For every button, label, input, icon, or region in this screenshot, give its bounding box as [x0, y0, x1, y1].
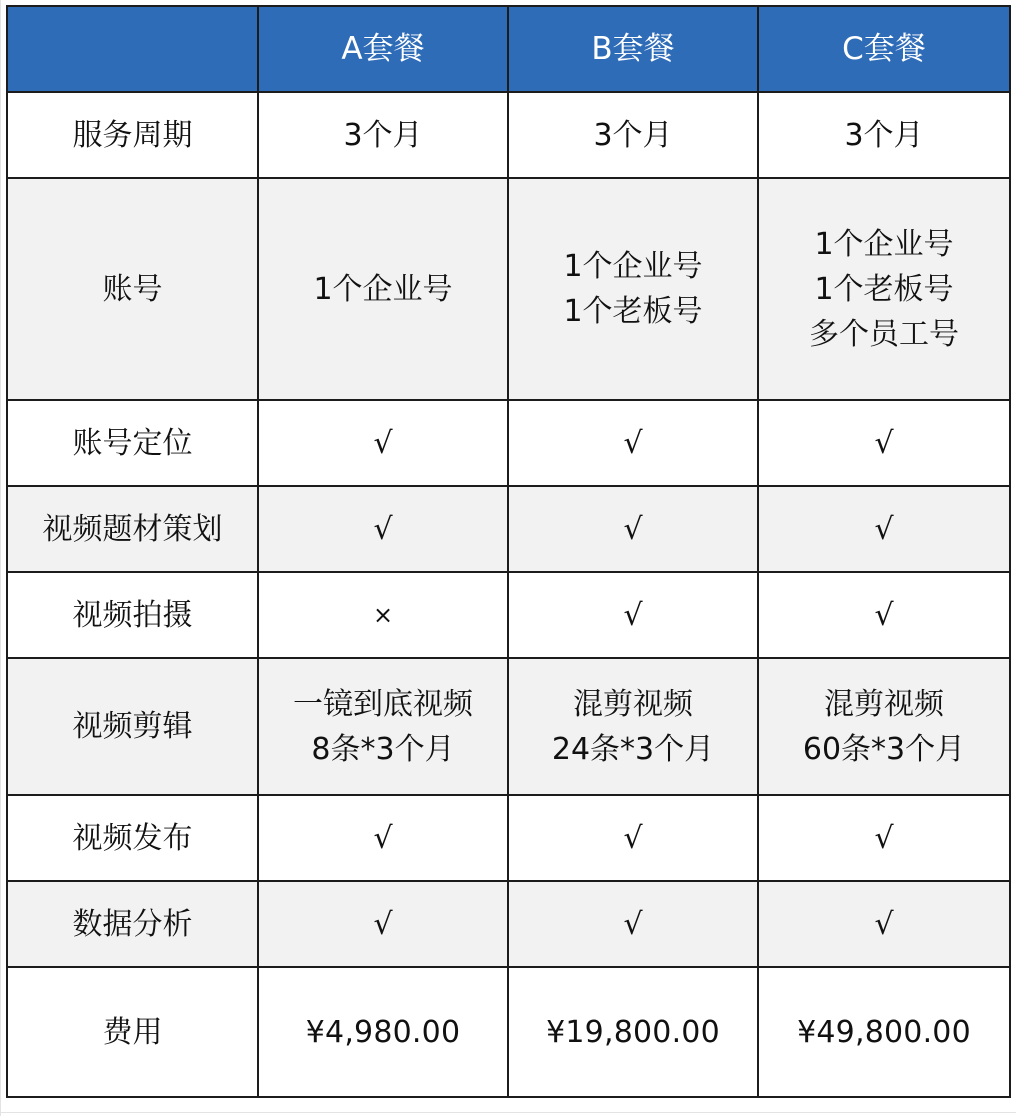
cell-video-shooting-b[interactable]	[508, 572, 758, 658]
price-value: ¥49,800.00	[797, 1014, 971, 1050]
table-row-topic-planning	[7, 486, 1010, 572]
cell-account-positioning-c[interactable]	[758, 400, 1010, 486]
header-plan-a[interactable]: A套餐	[258, 6, 508, 92]
cell-line: 多个员工号	[809, 316, 959, 352]
cell-account-positioning-a[interactable]	[258, 400, 508, 486]
table-row-accounts	[7, 178, 1010, 400]
check-mark-icon: √	[874, 820, 894, 856]
cell-accounts-a[interactable]	[258, 178, 508, 400]
row-label-video-shooting[interactable]: 视频拍摄	[7, 572, 258, 658]
check-mark-icon: √	[373, 511, 393, 547]
cell-video-editing-c[interactable]	[758, 658, 1010, 795]
cell-line: 1个企业号	[313, 271, 453, 307]
sheet-gridline	[0, 1112, 1016, 1113]
check-mark-icon: √	[623, 425, 643, 461]
cell-line: 3个月	[343, 117, 423, 153]
cell-video-shooting-c[interactable]	[758, 572, 1010, 658]
cell-line: 3个月	[844, 117, 924, 153]
check-mark-icon: √	[623, 906, 643, 942]
header-plan-b[interactable]: B套餐	[508, 6, 758, 92]
cell-line: 60条*3个月	[802, 731, 966, 767]
header-corner-cell[interactable]	[7, 6, 258, 92]
check-mark-icon: √	[874, 511, 894, 547]
cross-mark-icon: ×	[372, 600, 394, 629]
cell-service-period-b[interactable]	[508, 92, 758, 178]
cell-video-editing-a[interactable]	[258, 658, 508, 795]
row-label-topic-planning[interactable]: 视频题材策划	[7, 486, 258, 572]
cell-service-period-a[interactable]	[258, 92, 508, 178]
cell-accounts-b[interactable]	[508, 178, 758, 400]
check-mark-icon: √	[373, 820, 393, 856]
cell-fee-b[interactable]	[508, 967, 758, 1097]
row-label-data-analysis[interactable]: 数据分析	[7, 881, 258, 967]
check-mark-icon: √	[623, 511, 643, 547]
check-mark-icon: √	[373, 906, 393, 942]
check-mark-icon: √	[874, 906, 894, 942]
row-label-fee[interactable]: 费用	[7, 967, 258, 1097]
cell-video-editing-b[interactable]	[508, 658, 758, 795]
cell-fee-a[interactable]	[258, 967, 508, 1097]
row-label-accounts[interactable]: 账号	[7, 178, 258, 400]
check-mark-icon: √	[623, 820, 643, 856]
cell-line: 1个老板号	[814, 271, 954, 307]
cell-accounts-c[interactable]	[758, 178, 1010, 400]
table-row-video-shooting	[7, 572, 1010, 658]
cell-service-period-c[interactable]	[758, 92, 1010, 178]
cell-line: 混剪视频	[824, 686, 944, 722]
cell-video-publishing-b[interactable]	[508, 795, 758, 881]
cell-line: 3个月	[593, 117, 673, 153]
cell-topic-planning-b[interactable]	[508, 486, 758, 572]
cell-video-shooting-a[interactable]	[258, 572, 508, 658]
header-row	[7, 6, 1010, 92]
cell-topic-planning-c[interactable]	[758, 486, 1010, 572]
cell-data-analysis-a[interactable]	[258, 881, 508, 967]
table-row-fee	[7, 967, 1010, 1097]
row-label-video-editing[interactable]: 视频剪辑	[7, 658, 258, 795]
row-label-video-publishing[interactable]: 视频发布	[7, 795, 258, 881]
table-row-account-positioning	[7, 400, 1010, 486]
cell-line: 1个企业号	[563, 249, 703, 284]
row-label-service-period[interactable]: 服务周期	[7, 92, 258, 178]
price-value: ¥19,800.00	[546, 1014, 720, 1050]
package-comparison-table	[6, 5, 1011, 1098]
check-mark-icon: √	[874, 425, 894, 461]
check-mark-icon: √	[623, 597, 643, 633]
price-value: ¥4,980.00	[305, 1014, 461, 1050]
header-plan-c[interactable]: C套餐	[758, 6, 1010, 92]
cell-line: 1个企业号	[814, 226, 954, 262]
cell-line: 混剪视频	[573, 686, 693, 722]
cell-data-analysis-b[interactable]	[508, 881, 758, 967]
cell-video-publishing-c[interactable]	[758, 795, 1010, 881]
table-row-video-publishing	[7, 795, 1010, 881]
cell-line: 8条*3个月	[311, 731, 455, 767]
table-row-video-editing	[7, 658, 1010, 795]
cell-line: 1个老板号	[563, 294, 703, 329]
cell-line: 一镜到底视频	[293, 686, 473, 722]
cell-data-analysis-c[interactable]	[758, 881, 1010, 967]
cell-account-positioning-b[interactable]	[508, 400, 758, 486]
table-row-data-analysis	[7, 881, 1010, 967]
cell-video-publishing-a[interactable]	[258, 795, 508, 881]
check-mark-icon: √	[373, 425, 393, 461]
cell-topic-planning-a[interactable]	[258, 486, 508, 572]
cell-line: 24条*3个月	[551, 731, 715, 767]
cell-fee-c[interactable]	[758, 967, 1010, 1097]
check-mark-icon: √	[874, 597, 894, 633]
row-label-account-positioning[interactable]: 账号定位	[7, 400, 258, 486]
table-row-service-period	[7, 92, 1010, 178]
